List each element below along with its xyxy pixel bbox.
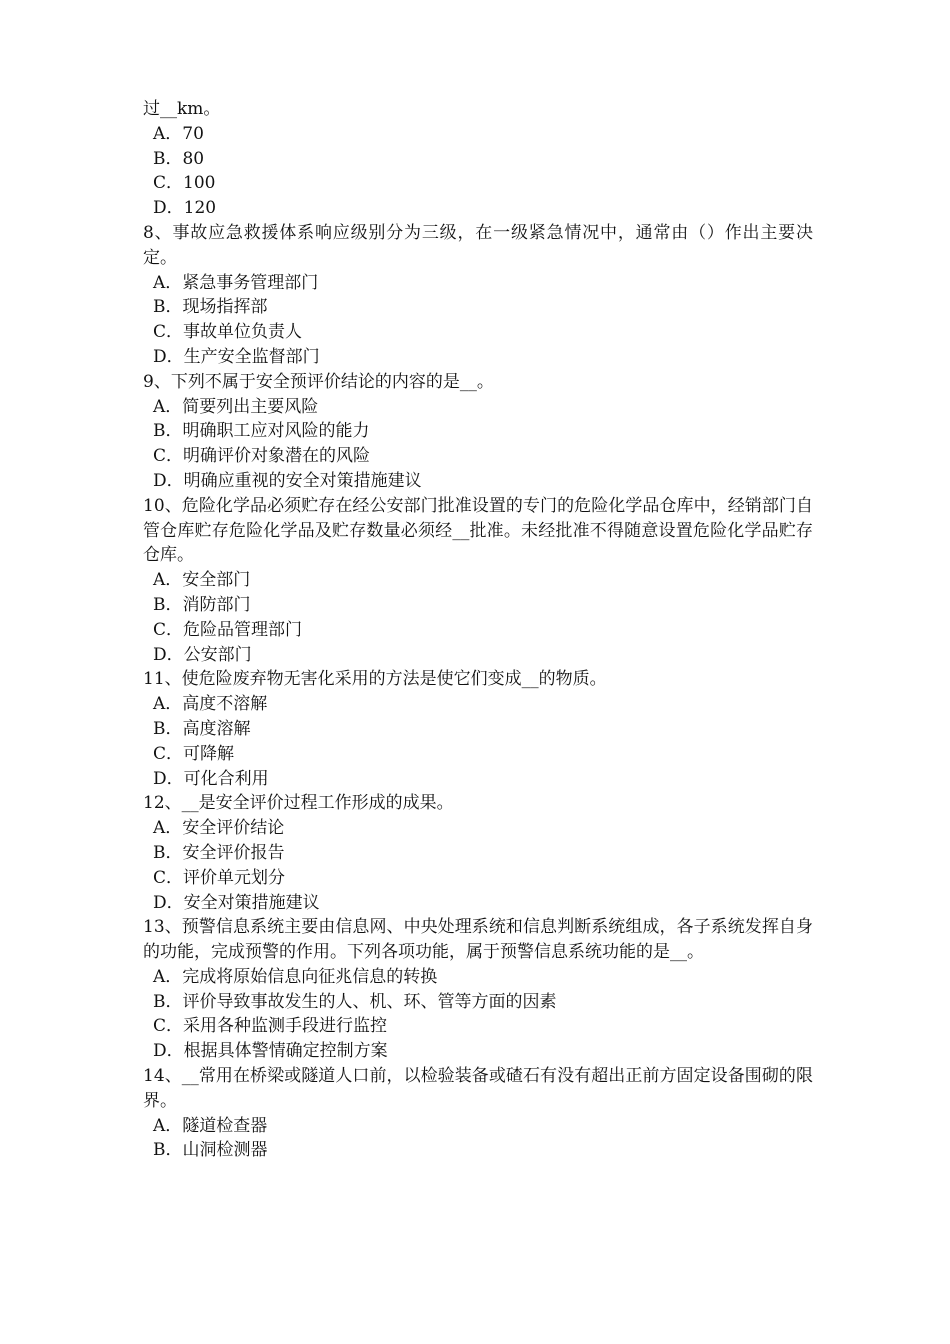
answer-option: C．明确评价对象潜在的风险 bbox=[153, 446, 371, 467]
question-stem: 过__km。 bbox=[143, 99, 221, 119]
answer-option: C．评价单元划分 bbox=[153, 867, 286, 888]
answer-option: D．公安部门 bbox=[153, 644, 252, 665]
answer-option: D．明确应重视的安全对策措施建议 bbox=[153, 470, 422, 491]
question-stem: 8、事故应急救援体系响应级别分为三级，在一级紧急情况中，通常由（）作出主要决定。 bbox=[143, 222, 813, 268]
answer-option: A．安全部门 bbox=[153, 570, 251, 591]
answer-option: A．高度不溶解 bbox=[153, 694, 268, 715]
answer-option: D．可化合利用 bbox=[153, 768, 269, 789]
answer-option: B．山洞检测器 bbox=[153, 1140, 268, 1161]
answer-option: A．紧急事务管理部门 bbox=[153, 272, 319, 293]
answer-option: A．安全评价结论 bbox=[153, 818, 285, 839]
answer-option: A．70 bbox=[153, 123, 204, 144]
answer-option: C．采用各种监测手段进行监控 bbox=[153, 1016, 388, 1037]
answer-option: B．80 bbox=[153, 148, 205, 169]
answer-option: C．可降解 bbox=[153, 743, 235, 764]
question-stem: 10、危险化学品必须贮存在经公安部门批准设置的专门的危险化学品仓库中，经销部门自管仓库贮存危险化学品及贮存数量必须经__批准。未经批准不得随意设置危险化学品贮存仓库。 bbox=[143, 495, 813, 566]
answer-option: A．完成将原始信息向征兆信息的转换 bbox=[153, 966, 438, 987]
question-stem: 11、使危险废弃物无害化采用的方法是使它们变成__的物质。 bbox=[143, 669, 607, 690]
answer-option: B．安全评价报告 bbox=[153, 842, 285, 863]
question-stem: 12、__是安全评价过程工作形成的成果。 bbox=[143, 793, 454, 814]
answer-option: D．生产安全监督部门 bbox=[153, 346, 320, 367]
answer-option: C．100 bbox=[153, 173, 216, 194]
answer-option: B．高度溶解 bbox=[153, 718, 251, 739]
question-stem: 14、__常用在桥梁或隧道人口前，以检验装备或碴石有没有超出正前方固定设备围砌的限界。 bbox=[143, 1066, 813, 1111]
question-stem: 13、预警信息系统主要由信息网、中央处理系统和信息判断系统组成，各子系统发挥自身的功能，完成预警的作用。下列各项功能，属于预警信息系统功能的是__。 bbox=[143, 917, 813, 963]
question-stem: 9、下列不属于安全预评价结论的内容的是__。 bbox=[143, 371, 494, 392]
answer-option: B．评价导致事故发生的人、机、环、管等方面的因素 bbox=[153, 991, 557, 1012]
answer-option: B．现场指挥部 bbox=[153, 297, 268, 318]
answer-option: C．危险品管理部门 bbox=[153, 619, 303, 640]
answer-option: B．消防部门 bbox=[153, 594, 251, 615]
answer-option: C．事故单位负责人 bbox=[153, 322, 303, 343]
answer-option: B．明确职工应对风险的能力 bbox=[153, 421, 370, 442]
answer-option: D．根据具体警情确定控制方案 bbox=[153, 1041, 388, 1062]
answer-option: A．简要列出主要风险 bbox=[153, 396, 319, 417]
answer-option: A．隧道检查器 bbox=[153, 1115, 268, 1136]
question-list bbox=[143, 97, 813, 1163]
answer-option: D．安全对策措施建议 bbox=[153, 892, 320, 913]
answer-option: D．120 bbox=[153, 198, 217, 219]
